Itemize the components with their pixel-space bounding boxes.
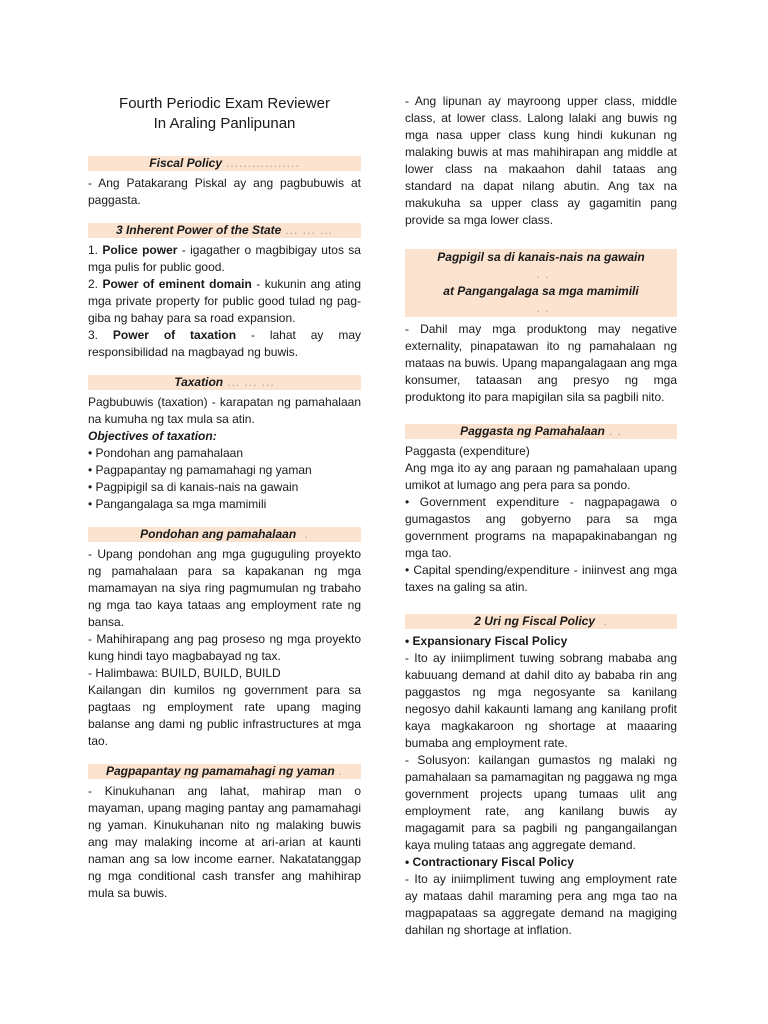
objective-item: • Pagpipigil sa di kanais-nais na gawain xyxy=(88,480,299,494)
fiscal-policy-text: - Ang Patakarang Piskal ay ang pagbubuwis at paggasta. xyxy=(88,176,361,207)
fiscal-policy-header: Fiscal Policy ................. xyxy=(88,156,361,171)
title-line-1: Fourth Periodic Exam Reviewer xyxy=(119,95,330,112)
title-line-2: In Araling Panlipunan xyxy=(153,115,296,132)
paggasta-p3: • Government expenditure - nagpapagawa o gumagastos ang gobyerno para sa mga government programs na mapapakinabangan ng mga tao. xyxy=(405,495,677,560)
taxation-header: Taxation ... ... ... xyxy=(88,375,361,390)
expansionary-p1: - Ito ay iniimpliment tuwing sobrang mababa ang kabuuang demand at dahil dito ay bababa rin ang paggastos ng mga negosyante sa kanilang negosyo dahil kakaunti lamang ang kanilang profit kaya magkakaroon ng shortage at maaaring bumaba ang employment rate. xyxy=(405,651,677,750)
pagpigil-text: - Dahil may mga produktong may negative externality, pinapatawan ito ng pamahalaan ng mataas na buwis. Upang mapangalagaan ang mga konsumer, tataasan ang presyo ng mga produktong ito para mapigilan sila sa pagbili nito. xyxy=(405,322,677,404)
pondohan-p2: - Mahihirapang ang pag proseso ng mga proyekto kung hindi tayo magbabayad ng tax. xyxy=(88,632,361,663)
contractionary-label: • Contractionary Fiscal Policy xyxy=(405,855,574,869)
objective-item: • Pangangalaga sa mga mamimili xyxy=(88,497,267,511)
document-title xyxy=(88,94,361,134)
pagpigil-header xyxy=(405,249,677,317)
pagpigil-header-line-1: Pagpigil sa di kanais-nais na gawain . . xyxy=(437,250,645,281)
inherent-item-1: 1. Police power - igagather o magbibigay utos sa mga pulis for public good. xyxy=(88,243,361,274)
inherent-item-2: 2. Power of eminent domain - kukunin ang ating mga private property for public good tulad ng pag-giba ng bahay para sa road expansion. xyxy=(88,277,361,325)
expansionary-label: • Expansionary Fiscal Policy xyxy=(405,634,568,648)
pondohan-p1: - Upang pondohan ang mga guguguling proyekto ng pamahalaan para sa kapakanan ng mga mamamayan na siya ring pagmumulan ng trabaho ng mga tao kaya tataas ang employment rate ng bansa. xyxy=(88,547,361,629)
inherent-item-3: 3. Power of taxation - lahat ay may responsibilidad na magbayad ng buwis. xyxy=(88,328,362,359)
pondohan-p3: - Halimbawa: BUILD, BUILD, BUILD xyxy=(88,666,281,680)
left-column xyxy=(88,0,361,902)
inherent-power-header: 3 Inherent Power of the State ... ... ... xyxy=(88,223,361,238)
pagpapantay-text: - Kinukuhanan ang lahat, mahirap man o mayaman, upang maging pantay ang pamamahagi ng yaman. Kinukuhanan nito ng malaking buwis ang may malaking income at ari-arian at kaunti naman ang sa low income earner. Nakatatanggap ng mga conditional cash transfer ang mahihirap mula sa buwis. xyxy=(88,784,361,900)
pagpapantay-header: Pagpapantay ng pamamahagi ng yaman . xyxy=(88,764,361,779)
paggasta-p1: Paggasta (expenditure) xyxy=(405,444,530,458)
paggasta-p2: Ang mga ito ay ang paraan ng pamahalaan upang umikot at lumago ang pera para sa pondo. xyxy=(405,461,677,492)
pagpigil-header-line-2: at Pangangalaga sa mga mamimili . . xyxy=(443,284,639,315)
pondohan-p4: Kailangan din kumilos ng government para sa pagtaas ng employment rate upang maging balanse ang dami ng public infrastructures at mga tao. xyxy=(88,683,361,748)
expansionary-p2: - Solusyon: kailangan gumastos ng malaki ng pamahalaan sa pamamagitan ng paggawa ng mga government projects upang tumaas ulit ang employment rate, ang kanilang buwis ay magagamit para sa pagbili ng pangangailangan kaya muling tataas ang aggregate demand. xyxy=(405,753,677,852)
contractionary-p1: - Ito ay iniimpliment tuwing ang employment rate ay mataas dahil maraming pera ang mga tao na magpapataas sa aggregate demand na magiging dahilan ng shortage at inflation. xyxy=(405,872,677,937)
objective-item: • Pondohan ang pamahalaan xyxy=(88,446,243,460)
objective-item: • Pagpapantay ng pamamahagi ng yaman xyxy=(88,463,312,477)
lipunan-text: - Ang lipunan ay mayroong upper class, middle class, at lower class. Lalong lalaki ang buwis ng mga nasa upper class kung hindi kukunan ng malaking buwis at mas mahihirapan ang middle at lower class na makaahon dahil tataas ang standard na dapat nilang abutin. Ang tax na makukuha sa upper class ay gagamitin pang provide sa mga lower class. xyxy=(405,94,677,227)
pondohan-header: Pondohan ang pamahalaan . xyxy=(88,527,361,542)
paggasta-header: Paggasta ng Pamahalaan . . xyxy=(405,424,677,439)
paggasta-p4: • Capital spending/expenditure - iniinvest ang mga taxes na galing sa atin. xyxy=(405,563,677,594)
right-column xyxy=(405,0,677,939)
taxation-text: Pagbubuwis (taxation) - karapatan ng pamahalaan na kumuha ng tax mula sa atin. xyxy=(88,395,361,426)
uri-header: 2 Uri ng Fiscal Policy . xyxy=(405,614,677,629)
objectives-label: Objectives of taxation: xyxy=(88,429,217,443)
